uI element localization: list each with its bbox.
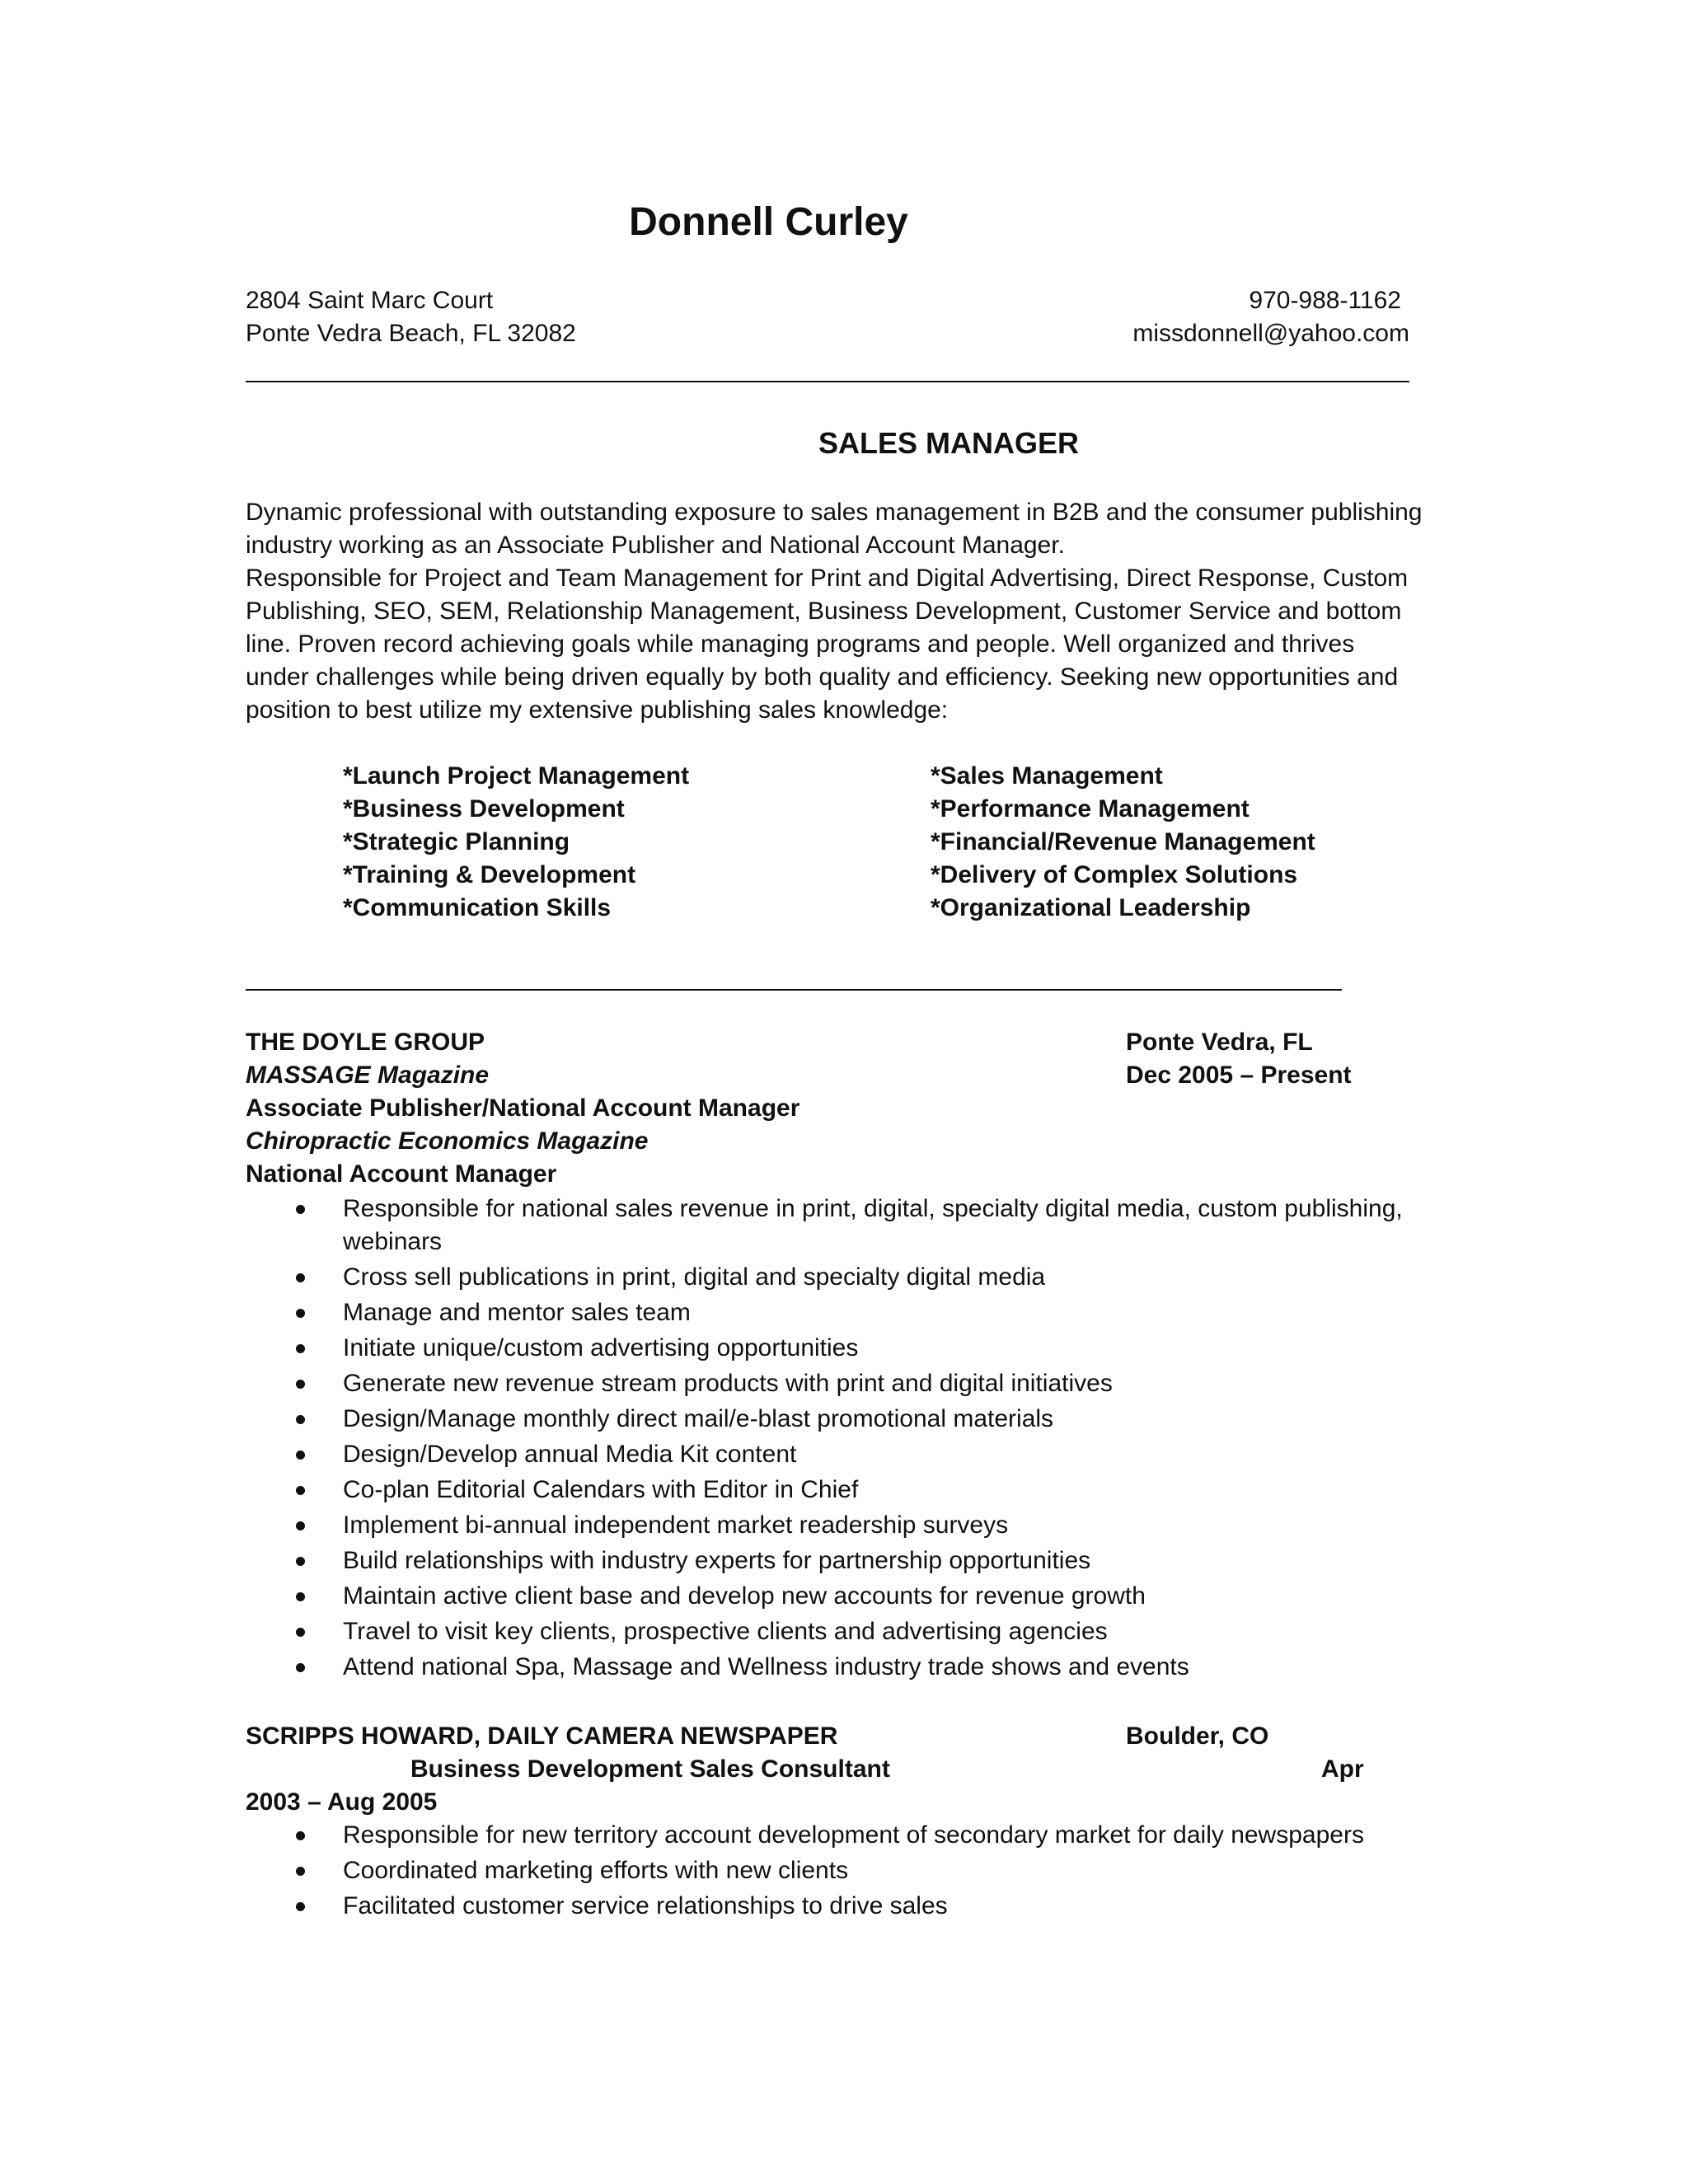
list-item (246, 1403, 1432, 1436)
job2-responsibilities (246, 1819, 1432, 1925)
list-item-text: Coordinated marketing efforts with new clients (343, 1857, 849, 1884)
skill-item: *Delivery of Complex Solutions (931, 861, 1298, 888)
list-item-text: Travel to visit key clients, prospective clients and advertising agencies (343, 1618, 1108, 1645)
list-item (246, 1615, 1432, 1648)
job2-location: Boulder, CO (1126, 1722, 1269, 1750)
list-item-text: Manage and mentor sales team (343, 1299, 691, 1326)
job2-dates-rest: 2003 – Aug 2005 (246, 1788, 438, 1816)
job1-location: Ponte Vedra, FL (1126, 1029, 1313, 1056)
list-item-text: Implement bi-annual independent market readership surveys (343, 1511, 1009, 1539)
list-item-text: Cross sell publications in print, digital and specialty digital media (343, 1263, 1046, 1291)
skill-item: *Performance Management (931, 795, 1250, 823)
job2-role: Business Development Sales Consultant (410, 1755, 890, 1783)
list-item (246, 1438, 1432, 1471)
email-address: missdonnell@yahoo.com (1132, 320, 1409, 347)
bullet-icon (296, 1380, 305, 1389)
list-item (246, 1296, 1432, 1329)
contact-block (1132, 284, 1409, 350)
list-item (246, 1854, 1432, 1887)
bullet-icon (296, 1663, 305, 1672)
header-divider (246, 381, 1409, 382)
bullet-icon (296, 1521, 305, 1530)
list-item (246, 1332, 1432, 1365)
job1-company: THE DOYLE GROUP (246, 1029, 485, 1056)
summary-section (246, 496, 1424, 727)
list-item-text: Co-plan Editorial Calendars with Editor in Chief (343, 1476, 859, 1503)
job1-responsibilities (246, 1193, 1432, 1686)
job1-publication-2: Chiropractic Economics Magazine (246, 1127, 649, 1155)
bullet-icon (296, 1486, 305, 1495)
section-divider (246, 989, 1342, 991)
job2-company: SCRIPPS HOWARD, DAILY CAMERA NEWSPAPER (246, 1722, 838, 1750)
job1-dates: Dec 2005 – Present (1126, 1062, 1352, 1089)
list-item-text: Attend national Spa, Massage and Wellness industry trade shows and events (343, 1653, 1189, 1680)
bullet-icon (296, 1628, 305, 1637)
phone-number: 970-988-1162 (1249, 287, 1401, 314)
bullet-icon (296, 1309, 305, 1318)
skills-list-left (343, 760, 689, 925)
summary-paragraph-1: Dynamic professional with outstanding exposure to sales management in B2B and the consumer publishing industry working as an Associate Publisher and National Account Manager. (246, 499, 1423, 559)
skill-item: *Training & Development (343, 861, 636, 888)
list-item (246, 1580, 1432, 1613)
list-item (246, 1509, 1432, 1542)
bullet-icon (296, 1273, 305, 1282)
bullet-icon (296, 1451, 305, 1460)
bullet-icon (296, 1557, 305, 1566)
address-line-2: Ponte Vedra Beach, FL 32082 (246, 320, 576, 347)
address-line-1: 2804 Saint Marc Court (246, 287, 494, 314)
bullet-icon (296, 1415, 305, 1424)
list-item (246, 1819, 1432, 1852)
list-item (246, 1261, 1432, 1294)
bullet-icon (296, 1867, 305, 1876)
list-item-text: Design/Manage monthly direct mail/e-blast promotional materials (343, 1405, 1054, 1432)
candidate-name: Donnell Curley (629, 200, 908, 244)
job1-role-1: Associate Publisher/National Account Manager (246, 1094, 800, 1122)
bullet-icon (296, 1205, 305, 1214)
bullet-icon (296, 1902, 305, 1911)
list-item-text: Maintain active client base and develop new accounts for revenue growth (343, 1582, 1146, 1610)
skill-item: *Launch Project Management (343, 762, 690, 790)
list-item (246, 1544, 1432, 1577)
skills-list-right (931, 760, 1315, 925)
list-item (246, 1367, 1432, 1400)
skill-item: *Sales Management (931, 762, 1163, 790)
bullet-icon (296, 1831, 305, 1840)
address-block (246, 284, 576, 350)
skill-item: *Business Development (343, 795, 625, 823)
summary-paragraph-2: Responsible for Project and Team Management for Print and Digital Advertising, Direct Response, Custom Publishing, SEO, SEM, Relationship Management, Business Development, Customer Service and bottom line. Proven record achieving goals while managing programs and people. Well organized and thrives under challenges while being driven equally by both quality and efficiency. Seeking new opportunities and position to best utilize my extensive publishing sales knowledge: (246, 565, 1409, 724)
bullet-icon (296, 1592, 305, 1601)
bullet-icon (296, 1344, 305, 1353)
list-item-text: Generate new revenue stream products with print and digital initiatives (343, 1370, 1113, 1397)
list-item-text: Build relationships with industry experts for partnership opportunities (343, 1547, 1091, 1574)
skill-item: *Organizational Leadership (931, 894, 1251, 921)
headline-title: SALES MANAGER (818, 426, 1080, 460)
skill-item: *Communication Skills (343, 894, 612, 921)
list-item-text: Design/Develop annual Media Kit content (343, 1441, 797, 1468)
skill-item: *Financial/Revenue Management (931, 828, 1315, 855)
list-item-text: Facilitated customer service relationships to drive sales (343, 1892, 948, 1919)
job1-role-2: National Account Manager (246, 1160, 557, 1188)
job1-publication-1: MASSAGE Magazine (246, 1062, 490, 1089)
skill-item: *Strategic Planning (343, 828, 570, 855)
job2-dates-start: Apr (1321, 1755, 1364, 1783)
list-item (246, 1474, 1432, 1507)
list-item-text: Responsible for new territory account development of secondary market for daily newspapers (343, 1821, 1364, 1849)
list-item (246, 1651, 1432, 1684)
list-item-text: Initiate unique/custom advertising opportunities (343, 1334, 859, 1361)
list-item (246, 1890, 1432, 1923)
list-item (246, 1193, 1432, 1258)
list-item-text: Responsible for national sales revenue in print, digital, specialty digital media, custom publishing, webinars (343, 1195, 1403, 1255)
